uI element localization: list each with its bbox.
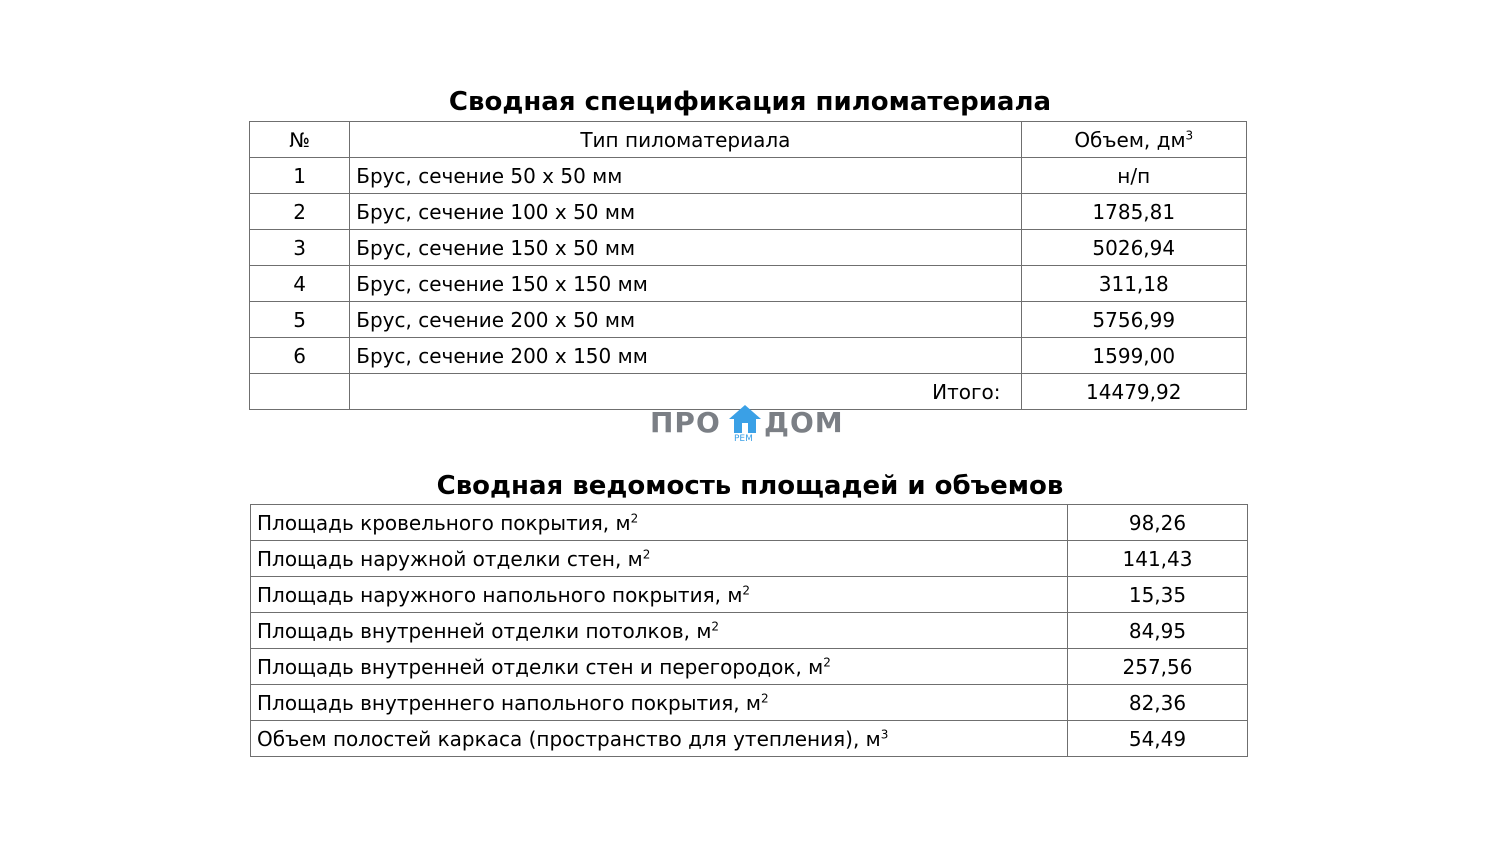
row-label-sup: 2	[823, 654, 831, 669]
row-label-text: Площадь наружной отделки стен, м	[257, 546, 643, 571]
table-row	[250, 194, 1247, 230]
row-num: 2	[250, 194, 350, 230]
table-row	[250, 266, 1247, 302]
row-label	[251, 649, 1068, 685]
row-label-text: Площадь кровельного покрытия, м	[257, 510, 631, 535]
row-value: 54,49	[1068, 721, 1248, 757]
row-label-sup: 2	[630, 510, 639, 525]
row-label-text: Площадь наружного напольного покрытия, м	[257, 582, 743, 607]
table-row	[251, 577, 1248, 613]
row-value: 84,95	[1068, 613, 1248, 649]
areas-volumes-table	[250, 504, 1248, 757]
house-icon	[728, 404, 762, 434]
row-num: 1	[250, 158, 350, 194]
row-label	[251, 577, 1068, 613]
lumber-spec-table	[249, 121, 1247, 410]
total-empty-cell	[250, 374, 350, 410]
header-volume-text: Объем, дм	[1074, 127, 1186, 152]
row-label-text: Площадь внутренней отделки стен и перегородок, м	[257, 654, 824, 679]
row-num: 4	[250, 266, 350, 302]
row-type: Брус, сечение 200 х 50 мм	[350, 302, 1021, 338]
row-label-sup: 2	[642, 546, 651, 561]
row-label-text: Площадь внутреннего напольного покрытия, м	[257, 690, 762, 715]
logo-text-left: ПРО	[650, 406, 721, 439]
row-type: Брус, сечение 200 х 150 мм	[350, 338, 1021, 374]
row-value: 141,43	[1068, 541, 1248, 577]
row-num: 3	[250, 230, 350, 266]
table-row	[250, 338, 1247, 374]
row-label	[251, 613, 1068, 649]
total-value: 14479,92	[1021, 374, 1247, 410]
table-row	[251, 721, 1248, 757]
row-label-sup: 3	[880, 726, 889, 741]
areas-table-title: Сводная ведомость площадей и объемов	[436, 471, 1064, 501]
row-value: 82,36	[1068, 685, 1248, 721]
row-label-sup: 2	[711, 618, 720, 633]
header-type: Тип пиломатериала	[350, 122, 1021, 158]
lumber-table-title: Сводная спецификация пиломатериала	[448, 87, 1052, 117]
row-label-sup: 2	[761, 690, 769, 705]
row-type: Брус, сечение 150 х 150 мм	[350, 266, 1021, 302]
table-row	[251, 685, 1248, 721]
row-type: Брус, сечение 150 х 50 мм	[350, 230, 1021, 266]
row-volume: 5756,99	[1021, 302, 1247, 338]
table-row	[251, 505, 1248, 541]
row-volume: 311,18	[1021, 266, 1247, 302]
row-label-text: Площадь внутренней отделки потолков, м	[257, 618, 712, 643]
row-value: 15,35	[1068, 577, 1248, 613]
header-volume	[1021, 122, 1247, 158]
row-volume: 1785,81	[1021, 194, 1247, 230]
row-value: 257,56	[1068, 649, 1248, 685]
row-volume: 1599,00	[1021, 338, 1247, 374]
row-volume: 5026,94	[1021, 230, 1247, 266]
table-row	[251, 613, 1248, 649]
logo-text-right: ДОМ	[764, 406, 844, 439]
row-type: Брус, сечение 100 х 50 мм	[350, 194, 1021, 230]
prodom-logo	[650, 404, 850, 446]
row-label	[251, 685, 1068, 721]
row-num: 6	[250, 338, 350, 374]
row-type: Брус, сечение 50 х 50 мм	[350, 158, 1021, 194]
total-label: Итого:	[350, 374, 1021, 410]
row-label-sup: 2	[742, 582, 751, 597]
row-label	[251, 541, 1068, 577]
header-num: №	[250, 122, 350, 158]
row-volume: н/п	[1021, 158, 1247, 194]
table-row	[250, 230, 1247, 266]
header-volume-sup: 3	[1185, 127, 1194, 142]
table-row	[250, 158, 1247, 194]
logo-text-small: РЕМ	[734, 434, 753, 444]
row-label	[251, 505, 1068, 541]
row-label-text: Объем полостей каркаса (пространство для утепления), м	[257, 726, 881, 751]
table-header-row	[250, 122, 1247, 158]
row-value: 98,26	[1068, 505, 1248, 541]
row-label	[251, 721, 1068, 757]
table-row	[251, 649, 1248, 685]
table-row	[251, 541, 1248, 577]
row-num: 5	[250, 302, 350, 338]
table-row	[250, 302, 1247, 338]
